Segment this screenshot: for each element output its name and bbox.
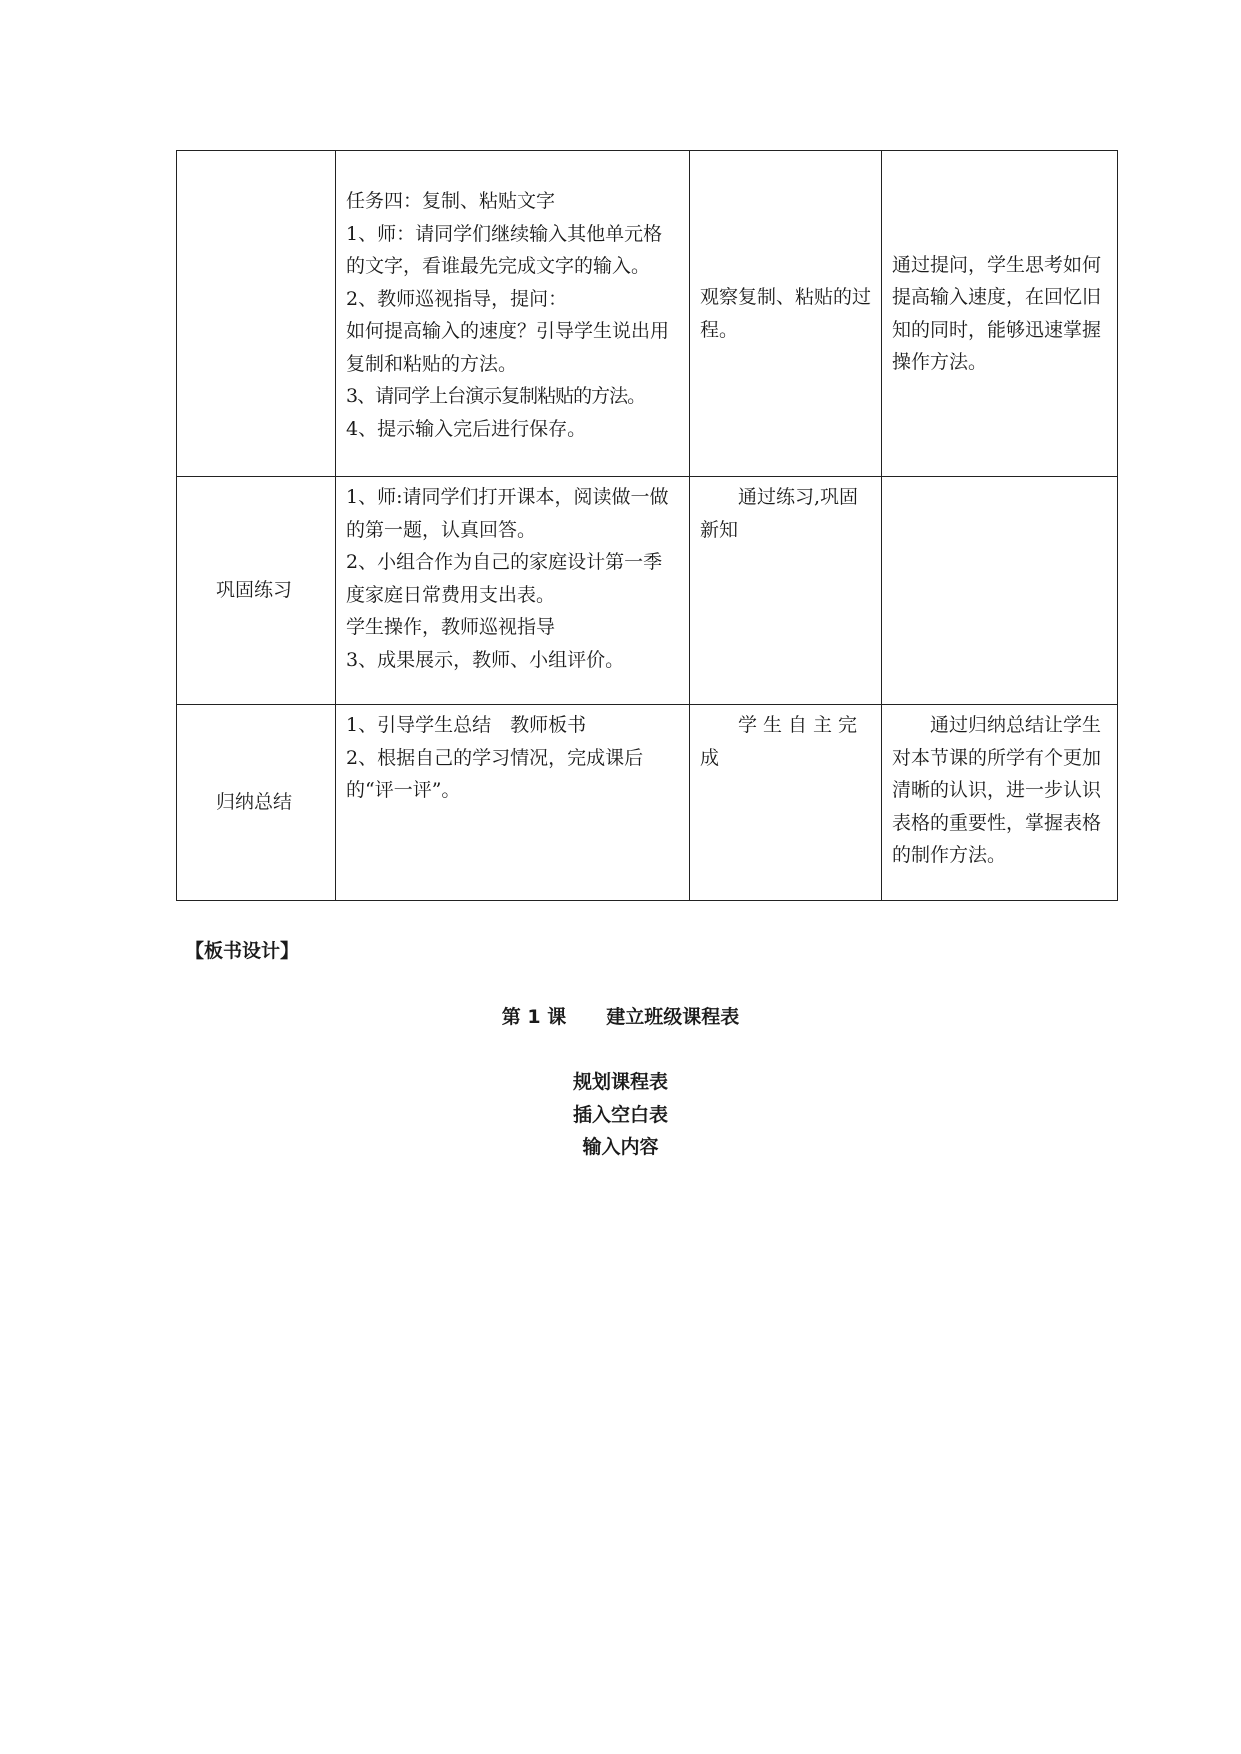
lesson-table <box>176 150 1118 901</box>
activity-line: 4、提示输入完后进行保存。 <box>346 417 587 440</box>
board-item: 输入内容 <box>582 1136 659 1158</box>
activity-line: 2、教师巡视指导，提问： <box>346 287 568 310</box>
intent-cell <box>882 705 1118 901</box>
activity-line: 任务四：复制、粘贴文字 <box>346 190 556 212</box>
intent-cell <box>882 151 1118 477</box>
activity-line: 3、成果展示，教师、小组评价。 <box>346 648 625 671</box>
board-outline <box>0 1066 1241 1164</box>
activity-line: 2、小组合作为自己的家庭设计第一季度家庭日常费用支出表。 <box>346 551 663 606</box>
lesson-name: 建立班级课程表 <box>606 1006 740 1028</box>
stage-cell: 归纳总结 <box>177 705 336 901</box>
activity-line: 学生操作，教师巡视指导 <box>346 616 556 638</box>
table-row <box>177 151 1118 477</box>
board-item: 规划课程表 <box>572 1071 668 1093</box>
activity-cell <box>336 151 690 477</box>
activity-cell <box>336 477 690 705</box>
activity-line: 3、请同学上台演示复制粘贴的方法。 <box>346 385 646 407</box>
activity-cell <box>336 705 690 901</box>
student-text: 观察复制、粘贴的过程。 <box>700 286 872 341</box>
student-cell <box>690 705 882 901</box>
activity-line: 如何提高输入的速度？引导学生说出用复制和粘贴的方法。 <box>346 320 670 375</box>
activity-line: 1、师：请同学们继续输入其他单元格的文字，看谁最先完成文字的输入。 <box>346 222 663 277</box>
intent-text: 通过提问，学生思考如何提高输入速度，在回忆旧知的同时，能够迅速掌握操作方法。 <box>892 253 1102 373</box>
activity-line: 1、师:请同学们打开课本，阅读做一做的第一题，认真回答。 <box>346 486 669 541</box>
lesson-number: 第 1 课 <box>501 1006 567 1028</box>
activity-line: 2、根据自己的学习情况，完成课后的“评一评”。 <box>346 746 644 801</box>
table-row <box>177 477 1118 705</box>
intent-cell <box>882 477 1118 705</box>
student-text: 学生自主完成 <box>700 714 864 769</box>
board-design-heading: 【板书设计】 <box>185 940 300 962</box>
lesson-title <box>0 1002 1241 1029</box>
student-cell <box>690 151 882 477</box>
table-row <box>177 705 1118 901</box>
intent-text: 通过归纳总结让学生对本节课的所学有个更加清晰的认识，进一步认识表格的重要性，掌握表格的制作方法。 <box>892 714 1102 866</box>
student-text: 通过练习,巩固新知 <box>700 486 859 541</box>
stage-cell <box>177 151 336 477</box>
activity-line: 1、引导学生总结 教师板书 <box>346 714 587 736</box>
board-item: 插入空白表 <box>572 1103 668 1126</box>
student-cell <box>690 477 882 705</box>
stage-cell: 巩固练习 <box>177 477 336 705</box>
